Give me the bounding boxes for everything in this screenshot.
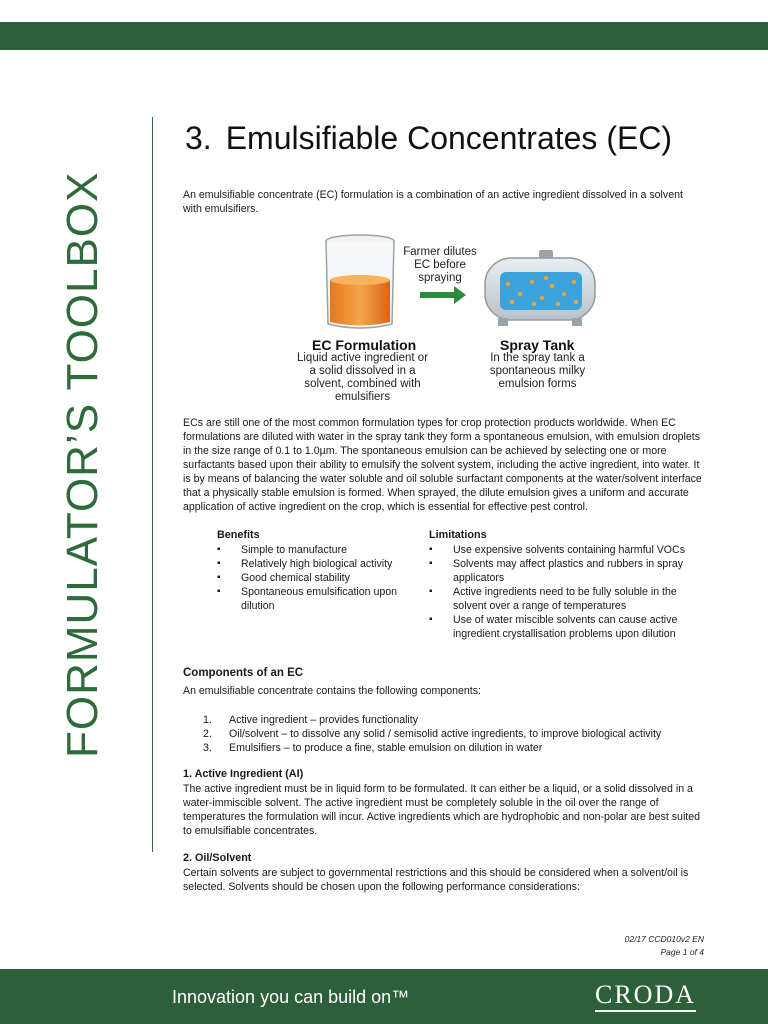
limitations-list <box>429 528 697 641</box>
list-item: ▪ Use expensive solvents containing harmful VOCs <box>429 543 697 557</box>
list-item: ▪ Use of water miscible solvents can cause active ingredient crystallisation problems upon dilution <box>429 613 697 641</box>
components-intro: An emulsifiable concentrate contains the following components: <box>183 685 481 697</box>
ec-formulation-heading: EC Formulation <box>312 337 417 353</box>
title-text: Emulsifiable Concentrates (EC) <box>225 120 673 156</box>
page-title <box>185 120 672 157</box>
doc-reference-code: 02/17 CCD010v2 EN <box>624 934 704 944</box>
section2-text: Certain solvents are subject to governmental restrictions and this should be considered when a solvent/oil is selected. Solvents should be chosen upon the following performance considerations: <box>183 867 689 893</box>
ec-formulation-caption: Liquid active ingredient or a solid dissolved in a solvent, combined with emulsifiers <box>296 352 429 403</box>
intro-paragraph: An emulsifiable concentrate (EC) formulation is a combination of an active ingredient dissolved in a solvent with emulsifiers. <box>183 189 683 215</box>
beaker-icon <box>326 235 394 328</box>
section2-heading: 2. Oil/Solvent <box>183 852 252 864</box>
section1-heading: 1. Active Ingredient (AI) <box>183 768 304 780</box>
list-item: 2. Oil/solvent – to dissolve any solid / semisolid active ingredients, to improve biological activity <box>203 728 662 740</box>
section1-text: The active ingredient must be in liquid form to be formulated. It can either be a liquid, or a solid dissolved in a water-immiscible solvent. The active ingredient must be completely soluble in the oil over the range of temperatures the formulation will incur. Active ingredients which are hydrophobic and non-polar are best suited to emulsifiable concentrates. <box>183 783 701 837</box>
benefits-list <box>217 528 417 613</box>
list-item: ▪ Good chemical stability <box>217 571 417 585</box>
spray-tank-heading: Spray Tank <box>500 337 575 353</box>
side-divider <box>152 117 153 852</box>
spray-tank-caption: In the spray tank a spontaneous milky emulsion forms <box>489 352 586 390</box>
list-item: 3. Emulsifiers – to produce a fine, stable emulsion on dilution in water <box>203 742 543 754</box>
components-heading: Components of an EC <box>183 667 304 679</box>
title-number: 3. <box>185 120 212 156</box>
dilute-arrow-icon <box>420 286 466 304</box>
ec-figure <box>290 228 610 406</box>
top-header-band <box>0 22 768 50</box>
body-paragraph: ECs are still one of the most common formulation types for crop protection products worldwide. When EC formulations are diluted with water in the spray tank they form a spontaneous emulsion, with emulsion droplets in the size range of 0.1 to 1.0µm. The spontaneous emulsion can be achieved by selecting one or more surfactants based upon their ability to emulsify the solvent system, including the active ingredient, into water. It is by means of balancing the water soluble and oil soluble surfactant components at the water/solvent interface that a physically stable emulsion is formed. When sprayed, the dilute emulsion gives a uniform and accurate application of active ingredient on the crop, which is essential for effective pest control. <box>183 417 702 513</box>
list-item: 1. Active ingredient – provides functionality <box>203 714 419 726</box>
side-title: FORMULATOR’S TOOLBOX <box>58 171 107 758</box>
croda-logo: CRODA <box>595 981 696 1012</box>
list-item: ▪ Simple to manufacture <box>217 543 417 557</box>
footer-tagline: Innovation you can build on™ <box>172 987 410 1007</box>
spray-tank-icon <box>485 250 595 326</box>
list-item: ▪ Solvents may affect plastics and rubbers in spray applicators <box>429 557 697 585</box>
list-item: ▪ Relatively high biological activity <box>217 557 417 571</box>
limitations-heading: Limitations <box>429 529 487 541</box>
footer-band <box>0 969 768 1024</box>
arrow-label: Farmer dilutes EC before spraying <box>403 246 477 284</box>
list-item: ▪ Spontaneous emulsification upon dilution <box>217 585 417 613</box>
components-list <box>203 713 661 755</box>
benefits-heading: Benefits <box>217 529 260 541</box>
list-item: ▪ Active ingredients need to be fully soluble in the solvent over a range of temperatures <box>429 585 697 613</box>
page-number: Page 1 of 4 <box>660 947 704 957</box>
